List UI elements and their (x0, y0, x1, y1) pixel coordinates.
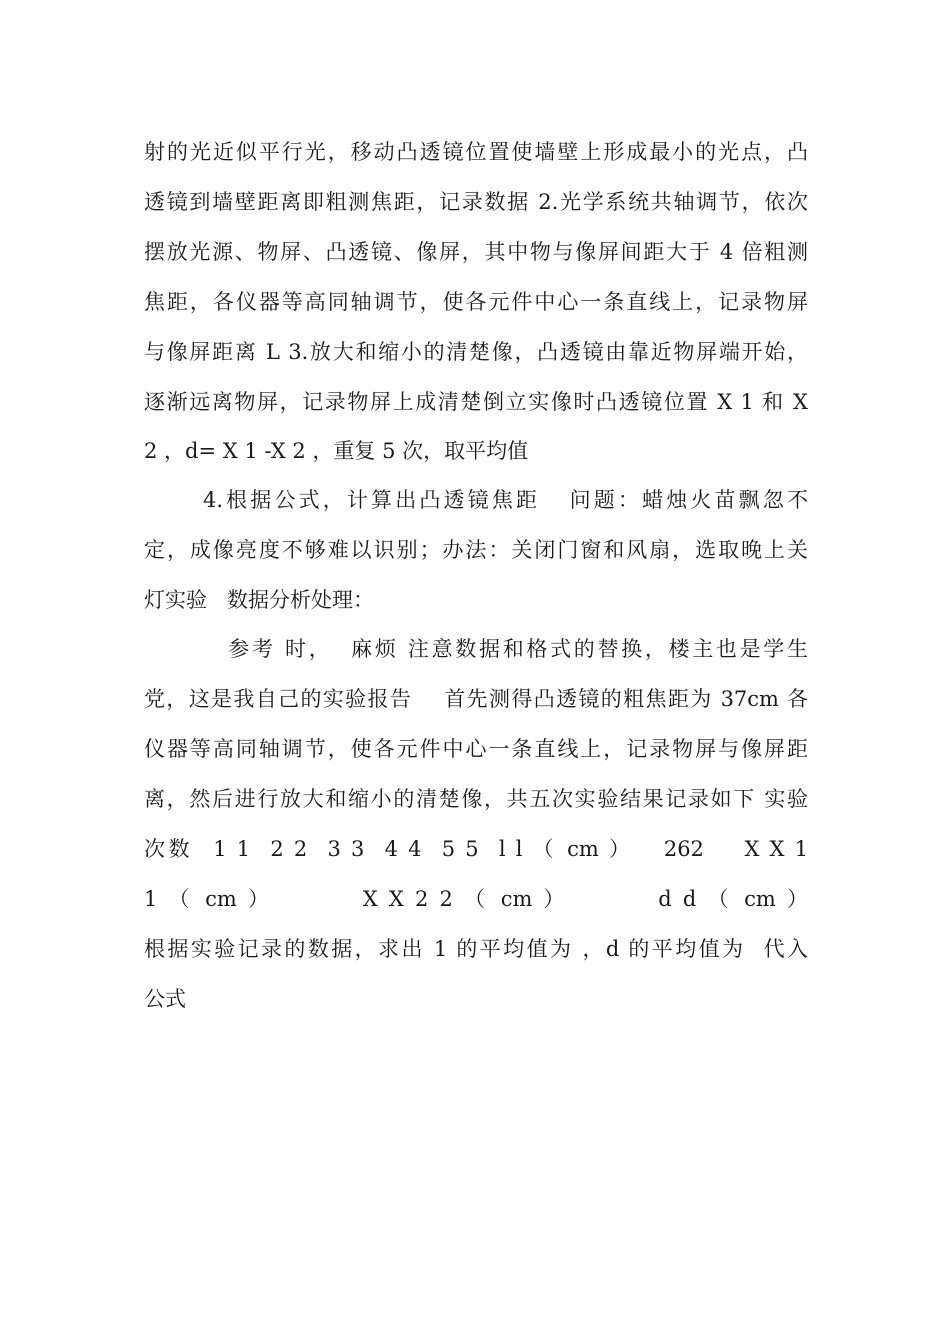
body-text-line: 离，然后进行放大和缩小的清楚像，共五次实验结果记录如下 实验 (144, 787, 808, 811)
body-text-line: 焦距，各仪器等高同轴调节，使各元件中心一条直线上，记录物屏 (144, 290, 808, 314)
body-text-line: 公式 (144, 987, 186, 1011)
body-text-line: 仪器等高同轴调节，使各元件中心一条直线上，记录物屏与像屏距 (144, 737, 808, 761)
body-text-line: 定，成像亮度不够难以识别；办法：关闭门窗和风扇，选取晚上关 (144, 538, 808, 562)
body-text-line: 参考 时， 麻烦 注意数据和格式的替换，楼主也是学生 (144, 637, 808, 661)
body-text-line: 2 ，d= X 1 -X 2 ，重复 5 次，取平均值 (144, 439, 529, 463)
body-text-line: 摆放光源、物屏、凸透镜、像屏，其中物与像屏间距大于 4 倍粗测 (144, 240, 808, 264)
body-text-line: 逐渐远离物屏，记录物屏上成清楚倒立实像时凸透镜位置 X 1 和 X (144, 390, 808, 414)
body-text-line: 透镜到墙壁距离即粗测焦距，记录数据 2.光学系统共轴调节，依次 (144, 190, 808, 214)
body-text-line: 党，这是我自己的实验报告 首先测得凸透镜的粗焦距为 37cm 各 (144, 687, 808, 711)
body-text-line: 与像屏距离 L 3.放大和缩小的清楚像，凸透镜由靠近物屏端开始， (144, 340, 808, 364)
body-text-line: 射的光近似平行光，移动凸透镜位置使墙壁上形成最小的光点，凸 (144, 140, 808, 164)
body-text-line: 1 （ cm ） X X 2 2 （ cm ） d d （ cm ） (144, 887, 808, 911)
body-text-line: 灯实验 数据分析处理： (144, 588, 375, 612)
body-text-line: 根据实验记录的数据，求出 1 的平均值为 ，d 的平均值为 代入 (144, 937, 808, 961)
body-text-line: 4.根据公式，计算出凸透镜焦距 问题：蜡烛火苗飘忽不 (144, 488, 808, 512)
body-text-line: 次数 1 1 2 2 3 3 4 4 5 5 l l （ cm ） 262 X X 1 (144, 837, 808, 861)
